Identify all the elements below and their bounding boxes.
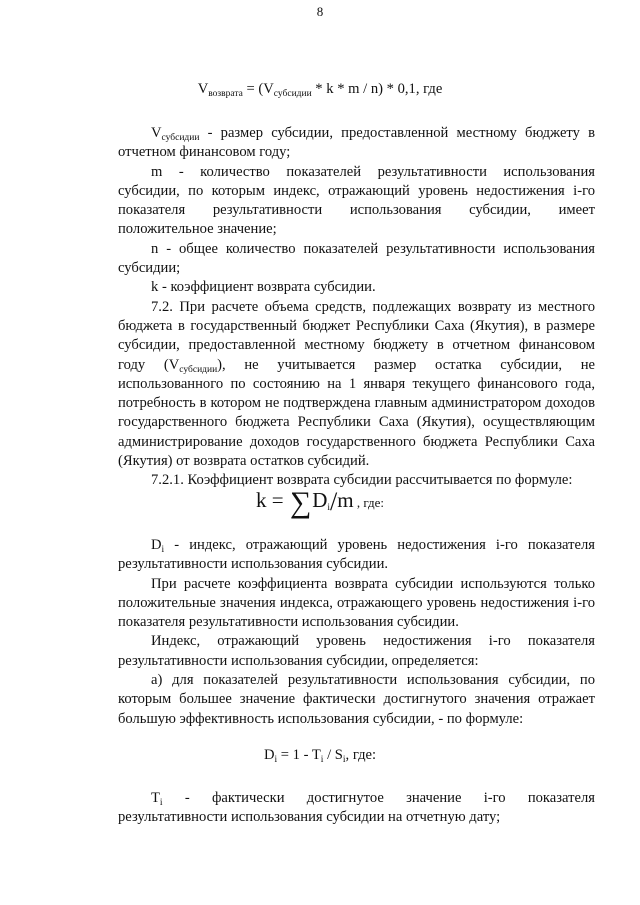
definition-n: n - общее количество показателей результативности использования субсидии;	[118, 240, 595, 277]
formula-di: $D_i = 1 - T_i / S_i$, где:	[263, 747, 377, 765]
index-description-block	[118, 536, 595, 729]
definitions-block	[118, 124, 595, 491]
paragraph-a: а) для показателей результативности использования субсидии, по которым большее значение фактически достигнутого значения отражает большую эффективность использования субсидии, - по формуле:	[118, 672, 595, 727]
paragraph-7-2-1: 7.2.1. Коэффициент возврата субсидии рассчитывается по формуле:	[151, 472, 573, 489]
paragraph-positive-values: При расчете коэффициента возврата субсидии используются только положительные значения индекса, отражающего уровень недостижения i-го показателя результативности использования субсидии.	[118, 575, 595, 631]
definition-di: $D_i$ - индекс, отражающий уровень недостижения i-го показателя результативности использования субсидии.	[118, 537, 595, 573]
ti-definition-block	[118, 789, 595, 828]
formula-k: $k = \sum D_i/m$ , где:	[255, 486, 385, 519]
page-number: 8	[316, 4, 324, 19]
paragraph-7-2: 7.2. При расчете объема средств, подлежащих возврату из местного бюджета в государственный бюджет Республики Саха (Якутия), в размере субсидии, предоставленной местному бюджету в отчетном финансовом году $(V_{субсидии})$, не учитывается размер остатка субсидии, не использованного по состоянию на 1 января текущего финансового года, потребность в котором не подтверждена главным администратором доходов государственного бюджета Республики Саха (Якутия), осуществляющим администрирование доходов государственного бюджета Республики Саха (Якутия) от возврата остатков субсидий.	[118, 298, 595, 470]
definition-ti: $T_i$ - фактически достигнутое значение i-го показателя результативности использования субсидии на отчетную дату;	[118, 790, 595, 826]
sum-symbol: ∑	[289, 486, 312, 519]
definition-k: k - коэффициент возврата субсидии.	[151, 279, 376, 296]
definition-m: m - количество показателей результативности использования субсидии, по которым индекс, отражающий уровень недостижения i-го показателя результативности использования субсидии, имеет положительное значение;	[118, 163, 595, 238]
formula-v-vozvrata: $V_{возврата} = (V_{субсидии} * k * m / n) * 0,1$, где	[197, 81, 443, 99]
definition-v-subsidii: $V_{субсидии}$ - размер субсидии, предоставленной местному бюджету в отчетном финансовом году;	[118, 125, 595, 161]
paragraph-index-defined: Индекс, отражающий уровень недостижения i-го показателя результативности использования субсидии, определяется:	[118, 633, 595, 669]
